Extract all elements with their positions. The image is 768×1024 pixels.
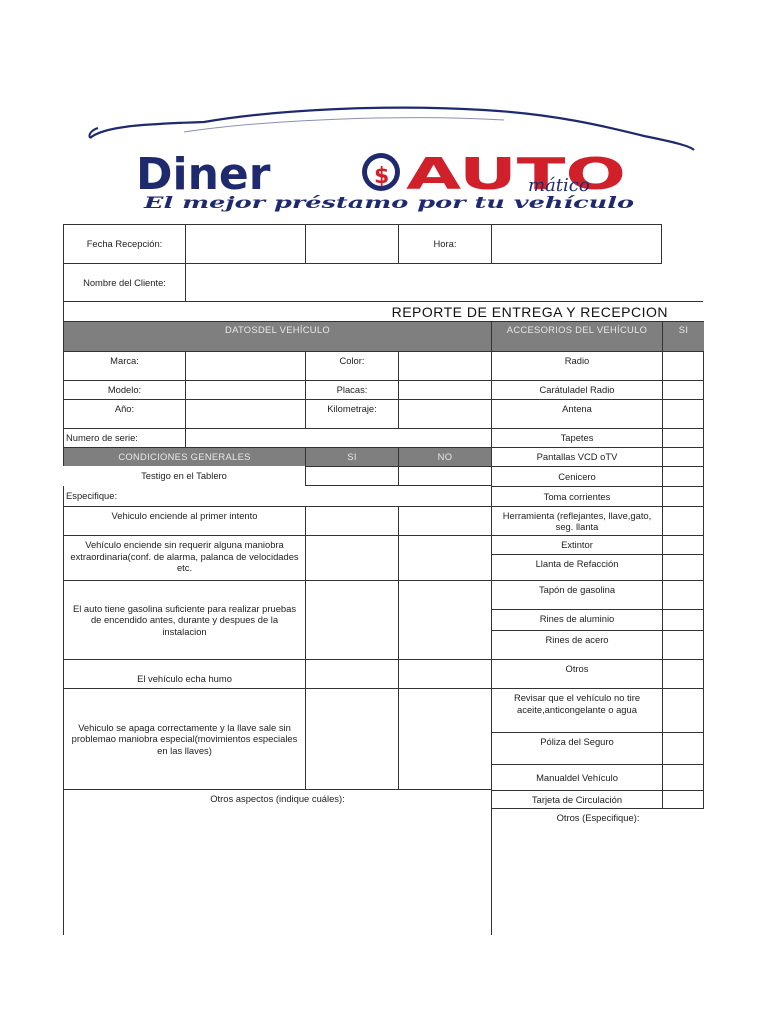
acc-radio: Radio bbox=[491, 351, 662, 380]
modelo-field[interactable] bbox=[185, 380, 305, 399]
modelo-label: Modelo: bbox=[63, 380, 185, 399]
marca-field[interactable] bbox=[185, 351, 305, 380]
acc-rines-aluminio: Rines de aluminio bbox=[491, 609, 662, 630]
placas-field[interactable] bbox=[398, 380, 491, 399]
acc-radio-si[interactable] bbox=[662, 351, 704, 380]
acc-cenicero-si[interactable] bbox=[662, 466, 704, 486]
svg-text:$: $ bbox=[374, 164, 390, 189]
humo-label: El vehículo echa humo bbox=[63, 659, 305, 688]
acc-otros-si[interactable] bbox=[662, 659, 704, 688]
conditions-section-header: CONDICIONES GENERALES bbox=[63, 447, 305, 466]
reception-form bbox=[63, 0, 704, 1024]
otros-especifique-label: Otros (Especifique): bbox=[491, 809, 704, 935]
acc-extintor-si[interactable] bbox=[662, 535, 704, 554]
acc-antena: Antena bbox=[491, 399, 662, 428]
acc-revisar: Revisar que el vehículo no tire aceite,anticongelante o agua bbox=[491, 688, 662, 732]
enciende-label: Vehiculo enciende al primer intento bbox=[63, 506, 305, 535]
gasolina-no[interactable] bbox=[398, 580, 491, 659]
acc-revisar-si[interactable] bbox=[662, 688, 704, 732]
kilometraje-label: Kilometraje: bbox=[305, 399, 398, 428]
sin-maniobra-si[interactable] bbox=[305, 535, 398, 580]
acc-extintor: Extintor bbox=[491, 535, 662, 554]
testigo-no[interactable] bbox=[398, 466, 491, 486]
enciende-si[interactable] bbox=[305, 506, 398, 535]
acc-rines-acero: Rines de acero bbox=[491, 630, 662, 659]
acc-cenicero: Cenicero bbox=[491, 466, 662, 486]
humo-no[interactable] bbox=[398, 659, 491, 688]
acc-pantallas-si[interactable] bbox=[662, 447, 704, 466]
accessories-si-header: SI bbox=[662, 321, 704, 351]
report-title: REPORTE DE ENTREGA Y RECEPCION bbox=[63, 301, 703, 321]
acc-caratula-si[interactable] bbox=[662, 380, 704, 399]
acc-manual-si[interactable] bbox=[662, 764, 704, 790]
apaga-si[interactable] bbox=[305, 688, 398, 790]
serie-label: Numero de serie: bbox=[63, 428, 185, 447]
testigo-label: Testigo en el Tablero bbox=[141, 470, 227, 482]
logo-auto: AUTO bbox=[406, 149, 626, 200]
fecha-extra-field[interactable] bbox=[305, 224, 398, 264]
acc-toma-corrientes: Toma corrientes bbox=[491, 486, 662, 506]
logo-diner: Diner bbox=[136, 149, 271, 200]
accessories-section-header: ACCESORIOS DEL VEHÍCULO bbox=[491, 321, 662, 351]
acc-herramienta: Herramienta (reflejantes, llave,gato, seg. llanta bbox=[491, 506, 662, 535]
acc-llanta: Llanta de Refacción bbox=[491, 554, 662, 580]
acc-tapon-si[interactable] bbox=[662, 580, 704, 609]
acc-tapon: Tapón de gasolina bbox=[491, 580, 662, 609]
acc-otros: Otros bbox=[491, 659, 662, 688]
vehicle-section-header: DATOSDEL VEHÍCULO bbox=[63, 321, 491, 351]
acc-tarjeta: Tarjeta de Circulación bbox=[491, 790, 662, 809]
especifique-label: Especifique: bbox=[63, 486, 491, 506]
acc-tapetes: Tapetes bbox=[491, 428, 662, 447]
color-label: Color: bbox=[305, 351, 398, 380]
enciende-no[interactable] bbox=[398, 506, 491, 535]
humo-si[interactable] bbox=[305, 659, 398, 688]
acc-toma-corrientes-si[interactable] bbox=[662, 486, 704, 506]
apaga-label: Vehiculo se apaga correctamente y la llave sale sin problemao maniobra especial(movimientos especiales en las llaves) bbox=[63, 688, 305, 790]
acc-caratula: Carátuladel Radio bbox=[491, 380, 662, 399]
acc-llanta-si[interactable] bbox=[662, 554, 704, 580]
acc-rines-acero-si[interactable] bbox=[662, 630, 704, 659]
otros-aspectos-label: Otros aspectos (indique cuáles): bbox=[63, 790, 491, 935]
sin-maniobra-no[interactable] bbox=[398, 535, 491, 580]
kilometraje-field[interactable] bbox=[398, 399, 491, 428]
logo-matico: mático bbox=[528, 175, 590, 196]
gasolina-si[interactable] bbox=[305, 580, 398, 659]
acc-poliza: Póliza del Seguro bbox=[491, 732, 662, 764]
sin-maniobra-label: Vehículo enciende sin requerir alguna maniobra extraordinaria(conf. de alarma, palanca de velocidades etc. bbox=[63, 535, 305, 580]
acc-pantallas: Pantallas VCD oTV bbox=[491, 447, 662, 466]
fecha-label: Fecha Recepción: bbox=[63, 224, 185, 264]
acc-antena-si[interactable] bbox=[662, 399, 704, 428]
conditions-si-header: SI bbox=[305, 447, 398, 466]
fecha-field[interactable] bbox=[185, 224, 305, 264]
acc-poliza-si[interactable] bbox=[662, 732, 704, 764]
color-field[interactable] bbox=[398, 351, 491, 380]
acc-rines-aluminio-si[interactable] bbox=[662, 609, 704, 630]
hora-label: Hora: bbox=[398, 224, 491, 264]
anio-label: Año: bbox=[63, 399, 185, 428]
anio-field[interactable] bbox=[185, 399, 305, 428]
acc-tapetes-si[interactable] bbox=[662, 428, 704, 447]
placas-label: Placas: bbox=[305, 380, 398, 399]
acc-tarjeta-si[interactable] bbox=[662, 790, 704, 809]
testigo-si[interactable] bbox=[305, 466, 398, 486]
apaga-no[interactable] bbox=[398, 688, 491, 790]
serie-field[interactable] bbox=[185, 428, 491, 447]
acc-manual: Manualdel Vehículo bbox=[491, 764, 662, 790]
hora-field[interactable] bbox=[491, 224, 662, 264]
cliente-label: Nombre del Cliente: bbox=[63, 264, 185, 302]
marca-label: Marca: bbox=[63, 351, 185, 380]
logo-tagline: El mejor préstamo por tu vehículo bbox=[142, 193, 634, 212]
conditions-no-header: NO bbox=[398, 447, 491, 466]
cliente-field[interactable] bbox=[185, 264, 704, 302]
acc-herramienta-si[interactable] bbox=[662, 506, 704, 535]
gasolina-label: El auto tiene gasolina suficiente para realizar pruebas de encendido antes, durante y despues de la instalacion bbox=[63, 580, 305, 659]
